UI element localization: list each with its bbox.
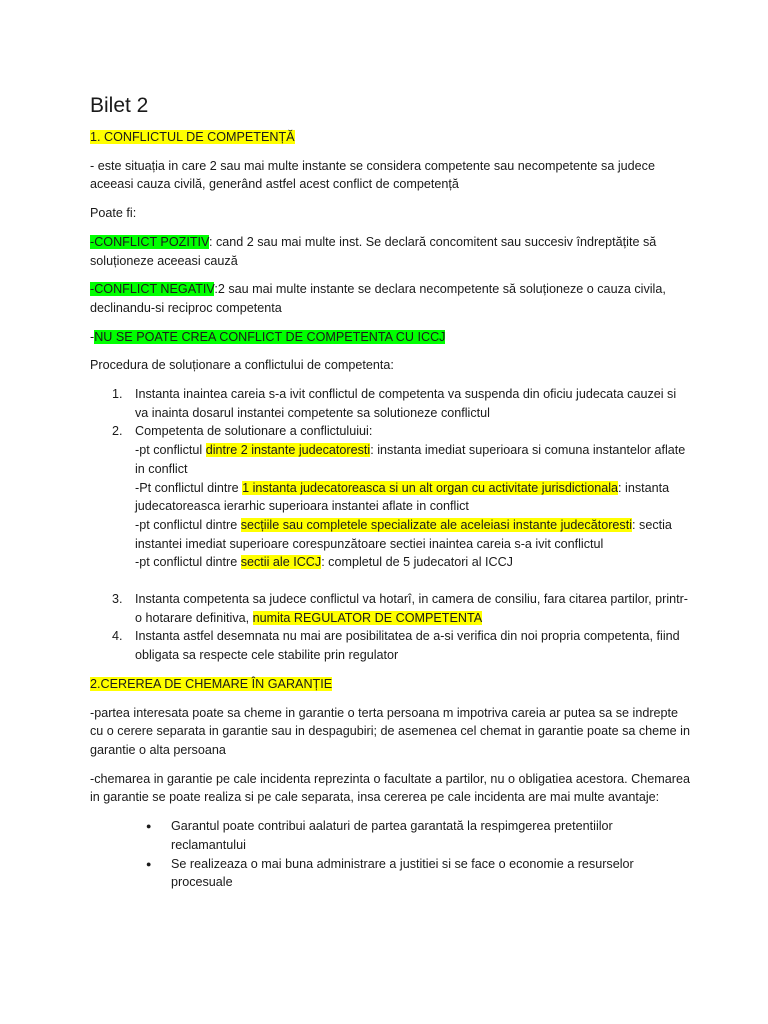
sub-item-pre: -pt conflictul [135, 443, 206, 458]
sub-item-post: : completul de 5 judecatori al ICCJ [321, 555, 513, 570]
regulator-highlight: numita REGULATOR DE COMPETENTA [252, 610, 483, 625]
list-number: 1. [112, 387, 123, 402]
list-item [90, 385, 690, 422]
sub-item [135, 479, 690, 516]
iccj-dash: - [90, 329, 95, 344]
list-item [90, 627, 690, 664]
bullet-item: ● Garantul poate contribui aalaturi de partea garantată la respimgerea pretentiilor reclamantului [90, 817, 690, 854]
list-number: 3. [112, 592, 123, 607]
conflict-pozitiv-text: : cand 2 sau mai multe inst. Se declară concomitent sau succesiv îndreptățite să soluționeze aceeasi cauză [90, 234, 657, 268]
sub-item [135, 516, 690, 553]
sub-item-pre: -Pt conflictul dintre [135, 480, 243, 495]
sub-item-pre: -pt conflictul dintre [135, 555, 241, 570]
conflict-pozitiv-paragraph [90, 233, 690, 270]
document-title: Bilet 2 [90, 94, 149, 117]
spacer [135, 572, 690, 590]
section-2-heading [90, 675, 690, 694]
sub-item-highlight: dintre 2 instante judecatoresti [205, 443, 371, 458]
poate-fi-label: Poate fi: [90, 206, 137, 221]
procedura-heading: Procedura de soluționare a conflictului de competenta: [90, 358, 394, 373]
conflict-negativ-paragraph [90, 280, 690, 317]
sub-item-highlight: 1 instanta judecatoreasca si un alt organ cu activitate jurisdictionala [242, 480, 619, 495]
sub-item [135, 553, 690, 572]
sub-item-post: : instanta imediat superioara si comuna instantelor aflate in conflict [135, 443, 686, 476]
list-item [90, 422, 690, 590]
list-item [90, 590, 690, 627]
iccj-note [90, 328, 690, 347]
section-1-heading [90, 128, 690, 147]
advantages-list [90, 817, 690, 892]
section-2-paragraph-2: -chemarea in garantie pe cale incidenta reprezinta o facultate a partilor, nu o obligatiea acestora. Chemarea in garantie se poate realiza si pe cale separata, insa cererea pe cale incidenta are mai multe avantaje: [90, 771, 690, 805]
sub-item-post: : instanta judecatoreasca ierarhic superioara instantei aflate in conflict [135, 480, 670, 514]
sub-item [135, 441, 690, 478]
section-1-definition: - este situația in care 2 sau mai multe instante se considera competente sau necompetente sa judece aceeasi cauza civilă, generând astfel acest conflict de competență [90, 158, 655, 192]
section-2-heading-text: 2.CEREREA DE CHEMARE ÎN GARANȚIE [90, 676, 333, 691]
document-body [90, 92, 690, 892]
sub-item-highlight: sectii ale ICCJ [240, 555, 322, 570]
list-item-text: Instanta competenta sa judece conflictul va hotarî, in camera de consiliu, fara citarea partilor, printr-o hotarare definitiva, [135, 592, 689, 625]
list-item-text: Instanta astfel desemnata nu mai are posibilitatea de a-si verifica din noi propria competenta, fiind obligata sa respecte cele stabilite prin regulator [135, 629, 680, 663]
procedure-list [90, 385, 690, 665]
list-item-text: Competenta de solutionare a conflictuluiui: [135, 424, 373, 439]
section-2-paragraph-1: -partea interesata poate sa cheme in garantie o terta persoana m impotriva careia ar putea sa se indrepte cu o cerere separata in garantie sau in despagubiri; de asemenea cel chemat in garantie poate sa cheme in garantie o alta persoana [90, 705, 690, 757]
list-number: 4. [112, 629, 123, 644]
iccj-note-text: NU SE POATE CREA CONFLICT DE COMPETENTA CU ICCJ [94, 329, 446, 344]
bullet-item: ● Se realizeaza o mai buna administrare a justitiei si se face o economie a resurselor procesuale [90, 855, 690, 892]
list-number: 2. [112, 424, 123, 439]
sub-item-pre: -pt conflictul dintre [135, 517, 241, 532]
conflict-pozitiv-label: -CONFLICT POZITIV [90, 234, 209, 249]
section-1-heading-text: 1. CONFLICTUL DE COMPETENȚĂ [90, 130, 295, 144]
conflict-negativ-label: -CONFLICT NEGATIV [90, 282, 215, 297]
conflict-negativ-text: :2 sau mai multe instante se declara necompetente să soluționeze o cauza civila, declinandu-si reciproc competenta [90, 282, 666, 315]
sub-item-post: : sectia instantei imediat superioare corespunzătoare sectiei inaintea careia s-a ivit conflictul [135, 517, 672, 551]
list-item-text: Instanta inaintea careia s-a ivit conflictul de competenta va suspenda din oficiu judecata cauzei si va inainta dosarul instantei competente sa solutioneze conflictul [135, 387, 677, 420]
sub-item-highlight: secțiile sau completele specializate ale aceleiasi instante judecătoresti [240, 517, 633, 532]
